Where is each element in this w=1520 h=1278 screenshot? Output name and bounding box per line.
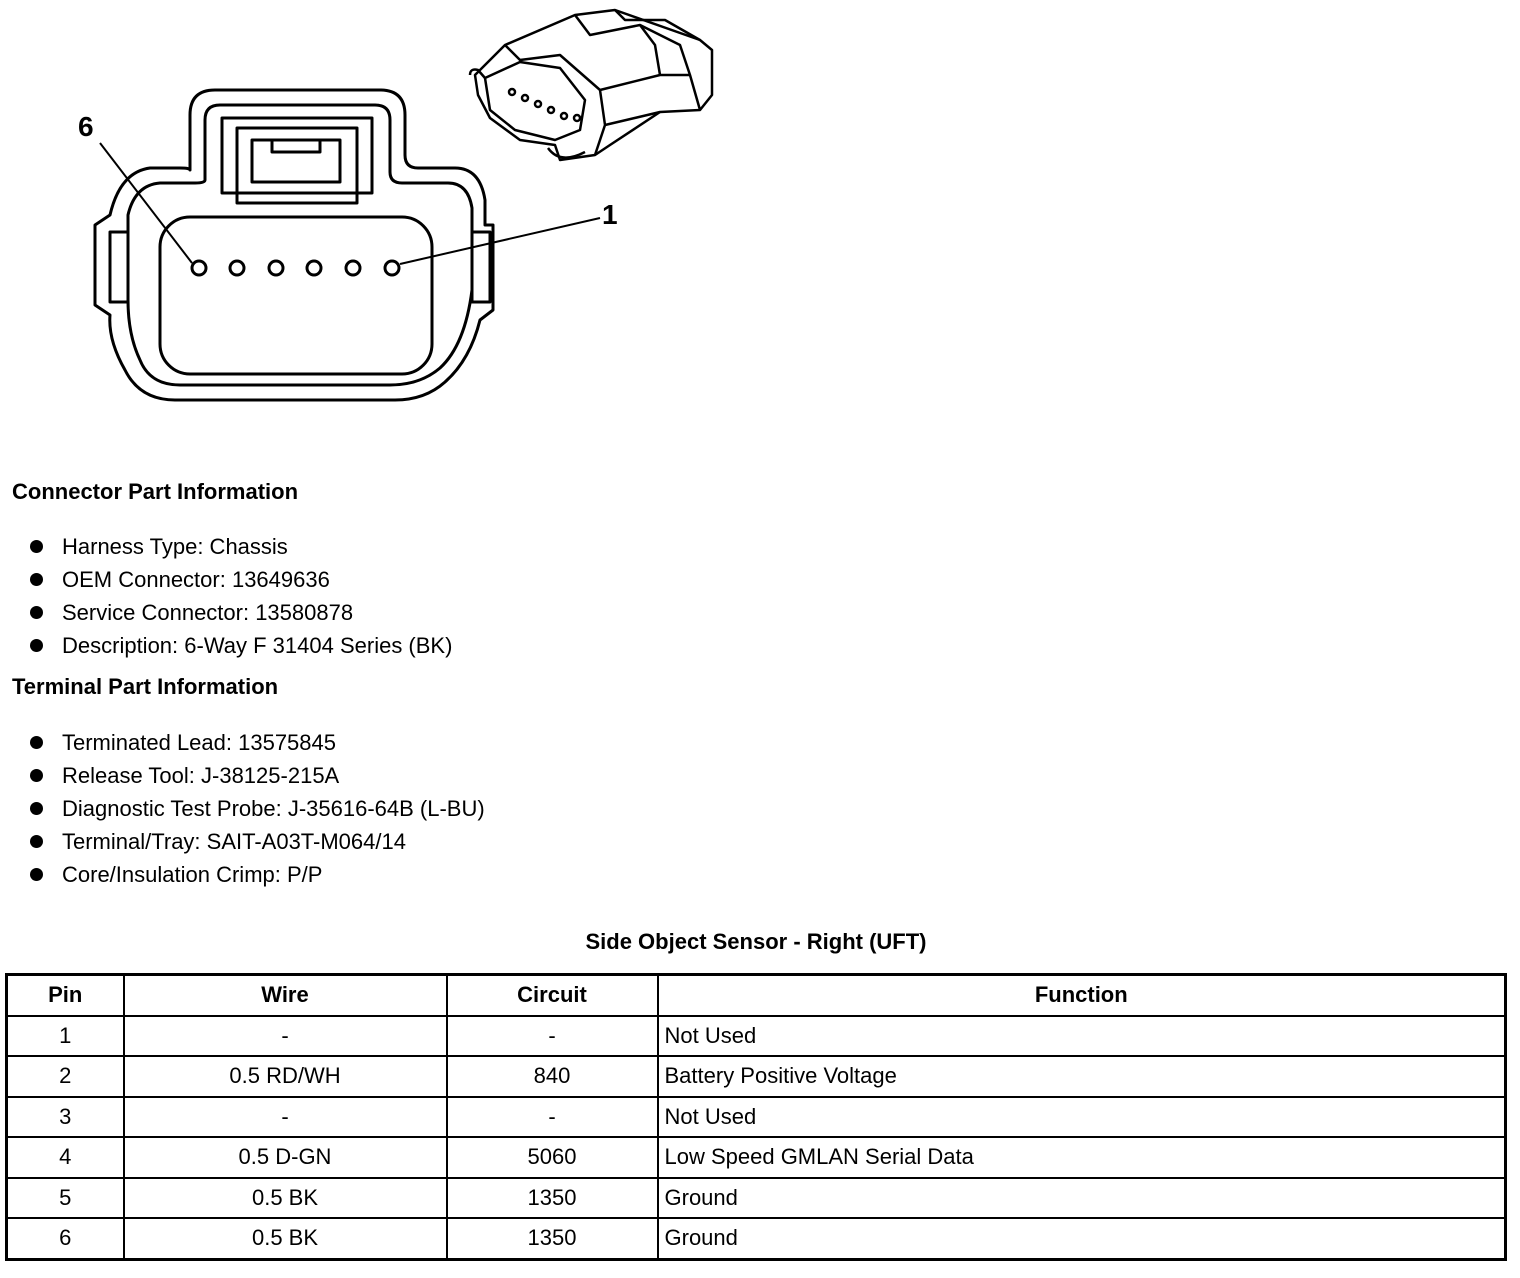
terminal-info-title: Terminal Part Information xyxy=(12,674,279,699)
connector-inner-wall xyxy=(128,105,472,385)
header-pin: Pin xyxy=(7,975,124,1016)
pin-hole-6 xyxy=(192,261,206,275)
pinout-table xyxy=(5,973,1507,1261)
cell-pin: 1 xyxy=(7,1016,124,1057)
cell-circuit: 1350 xyxy=(447,1178,658,1219)
list-item: Release Tool: J-38125-215A xyxy=(30,759,485,792)
cell-wire: - xyxy=(124,1016,447,1057)
cell-pin: 4 xyxy=(7,1137,124,1178)
cell-function: Low Speed GMLAN Serial Data xyxy=(658,1137,1506,1178)
cell-function: Ground xyxy=(658,1178,1506,1219)
list-item: Service Connector: 13580878 xyxy=(30,596,452,629)
cell-function: Not Used xyxy=(658,1016,1506,1057)
header-wire: Wire xyxy=(124,975,447,1016)
cell-circuit: 1350 xyxy=(447,1218,658,1259)
pin-hole-2 xyxy=(346,261,360,275)
table-row xyxy=(7,1097,1506,1138)
cell-function: Battery Positive Voltage xyxy=(658,1056,1506,1097)
header-circuit: Circuit xyxy=(447,975,658,1016)
table-row xyxy=(7,1016,1506,1057)
header-function: Function xyxy=(658,975,1506,1016)
cell-function: Ground xyxy=(658,1218,1506,1259)
pin-hole-4 xyxy=(269,261,283,275)
connector-info-title: Connector Part Information xyxy=(12,479,299,504)
table-header-row xyxy=(7,975,1506,1016)
list-item: Diagnostic Test Probe: J-35616-64B (L-BU) xyxy=(30,792,485,825)
cell-wire: 0.5 D-GN xyxy=(124,1137,447,1178)
cell-wire: 0.5 BK xyxy=(124,1178,447,1219)
table-row xyxy=(7,1178,1506,1219)
table-title: Side Object Sensor - Right (UFT) xyxy=(585,929,927,954)
connector-3d-view xyxy=(470,10,712,160)
cell-function: Not Used xyxy=(658,1097,1506,1138)
pin-hole-1 xyxy=(385,261,399,275)
cell-circuit: - xyxy=(447,1016,658,1057)
cell-wire: - xyxy=(124,1097,447,1138)
table-row xyxy=(7,1137,1506,1178)
connector-left-ear xyxy=(110,232,128,302)
list-item: Harness Type: Chassis xyxy=(30,530,452,563)
cell-pin: 3 xyxy=(7,1097,124,1138)
list-item: Core/Insulation Crimp: P/P xyxy=(30,858,485,891)
list-item: Terminated Lead: 13575845 xyxy=(30,726,485,759)
connector-diagram xyxy=(0,0,760,430)
list-item: OEM Connector: 13649636 xyxy=(30,563,452,596)
cell-wire: 0.5 RD/WH xyxy=(124,1056,447,1097)
pin-label-6: 6 xyxy=(78,111,94,142)
cell-circuit: - xyxy=(447,1097,658,1138)
cell-pin: 6 xyxy=(7,1218,124,1259)
list-item: Description: 6-Way F 31404 Series (BK) xyxy=(30,629,452,662)
list-item: Terminal/Tray: SAIT-A03T-M064/14 xyxy=(30,825,485,858)
table-row xyxy=(7,1218,1506,1259)
pin-label-1: 1 xyxy=(602,199,618,230)
latch-tab xyxy=(252,140,340,182)
terminal-cavity xyxy=(160,217,432,374)
cell-circuit: 5060 xyxy=(447,1137,658,1178)
cell-pin: 2 xyxy=(7,1056,124,1097)
connector-right-ear xyxy=(472,232,490,302)
cell-circuit: 840 xyxy=(447,1056,658,1097)
latch-notch xyxy=(272,140,320,152)
pin-hole-3 xyxy=(307,261,321,275)
table-row xyxy=(7,1056,1506,1097)
pin-hole-5 xyxy=(230,261,244,275)
cell-wire: 0.5 BK xyxy=(124,1218,447,1259)
connector-info-list xyxy=(30,530,452,662)
terminal-info-list xyxy=(30,726,485,891)
cell-pin: 5 xyxy=(7,1178,124,1219)
